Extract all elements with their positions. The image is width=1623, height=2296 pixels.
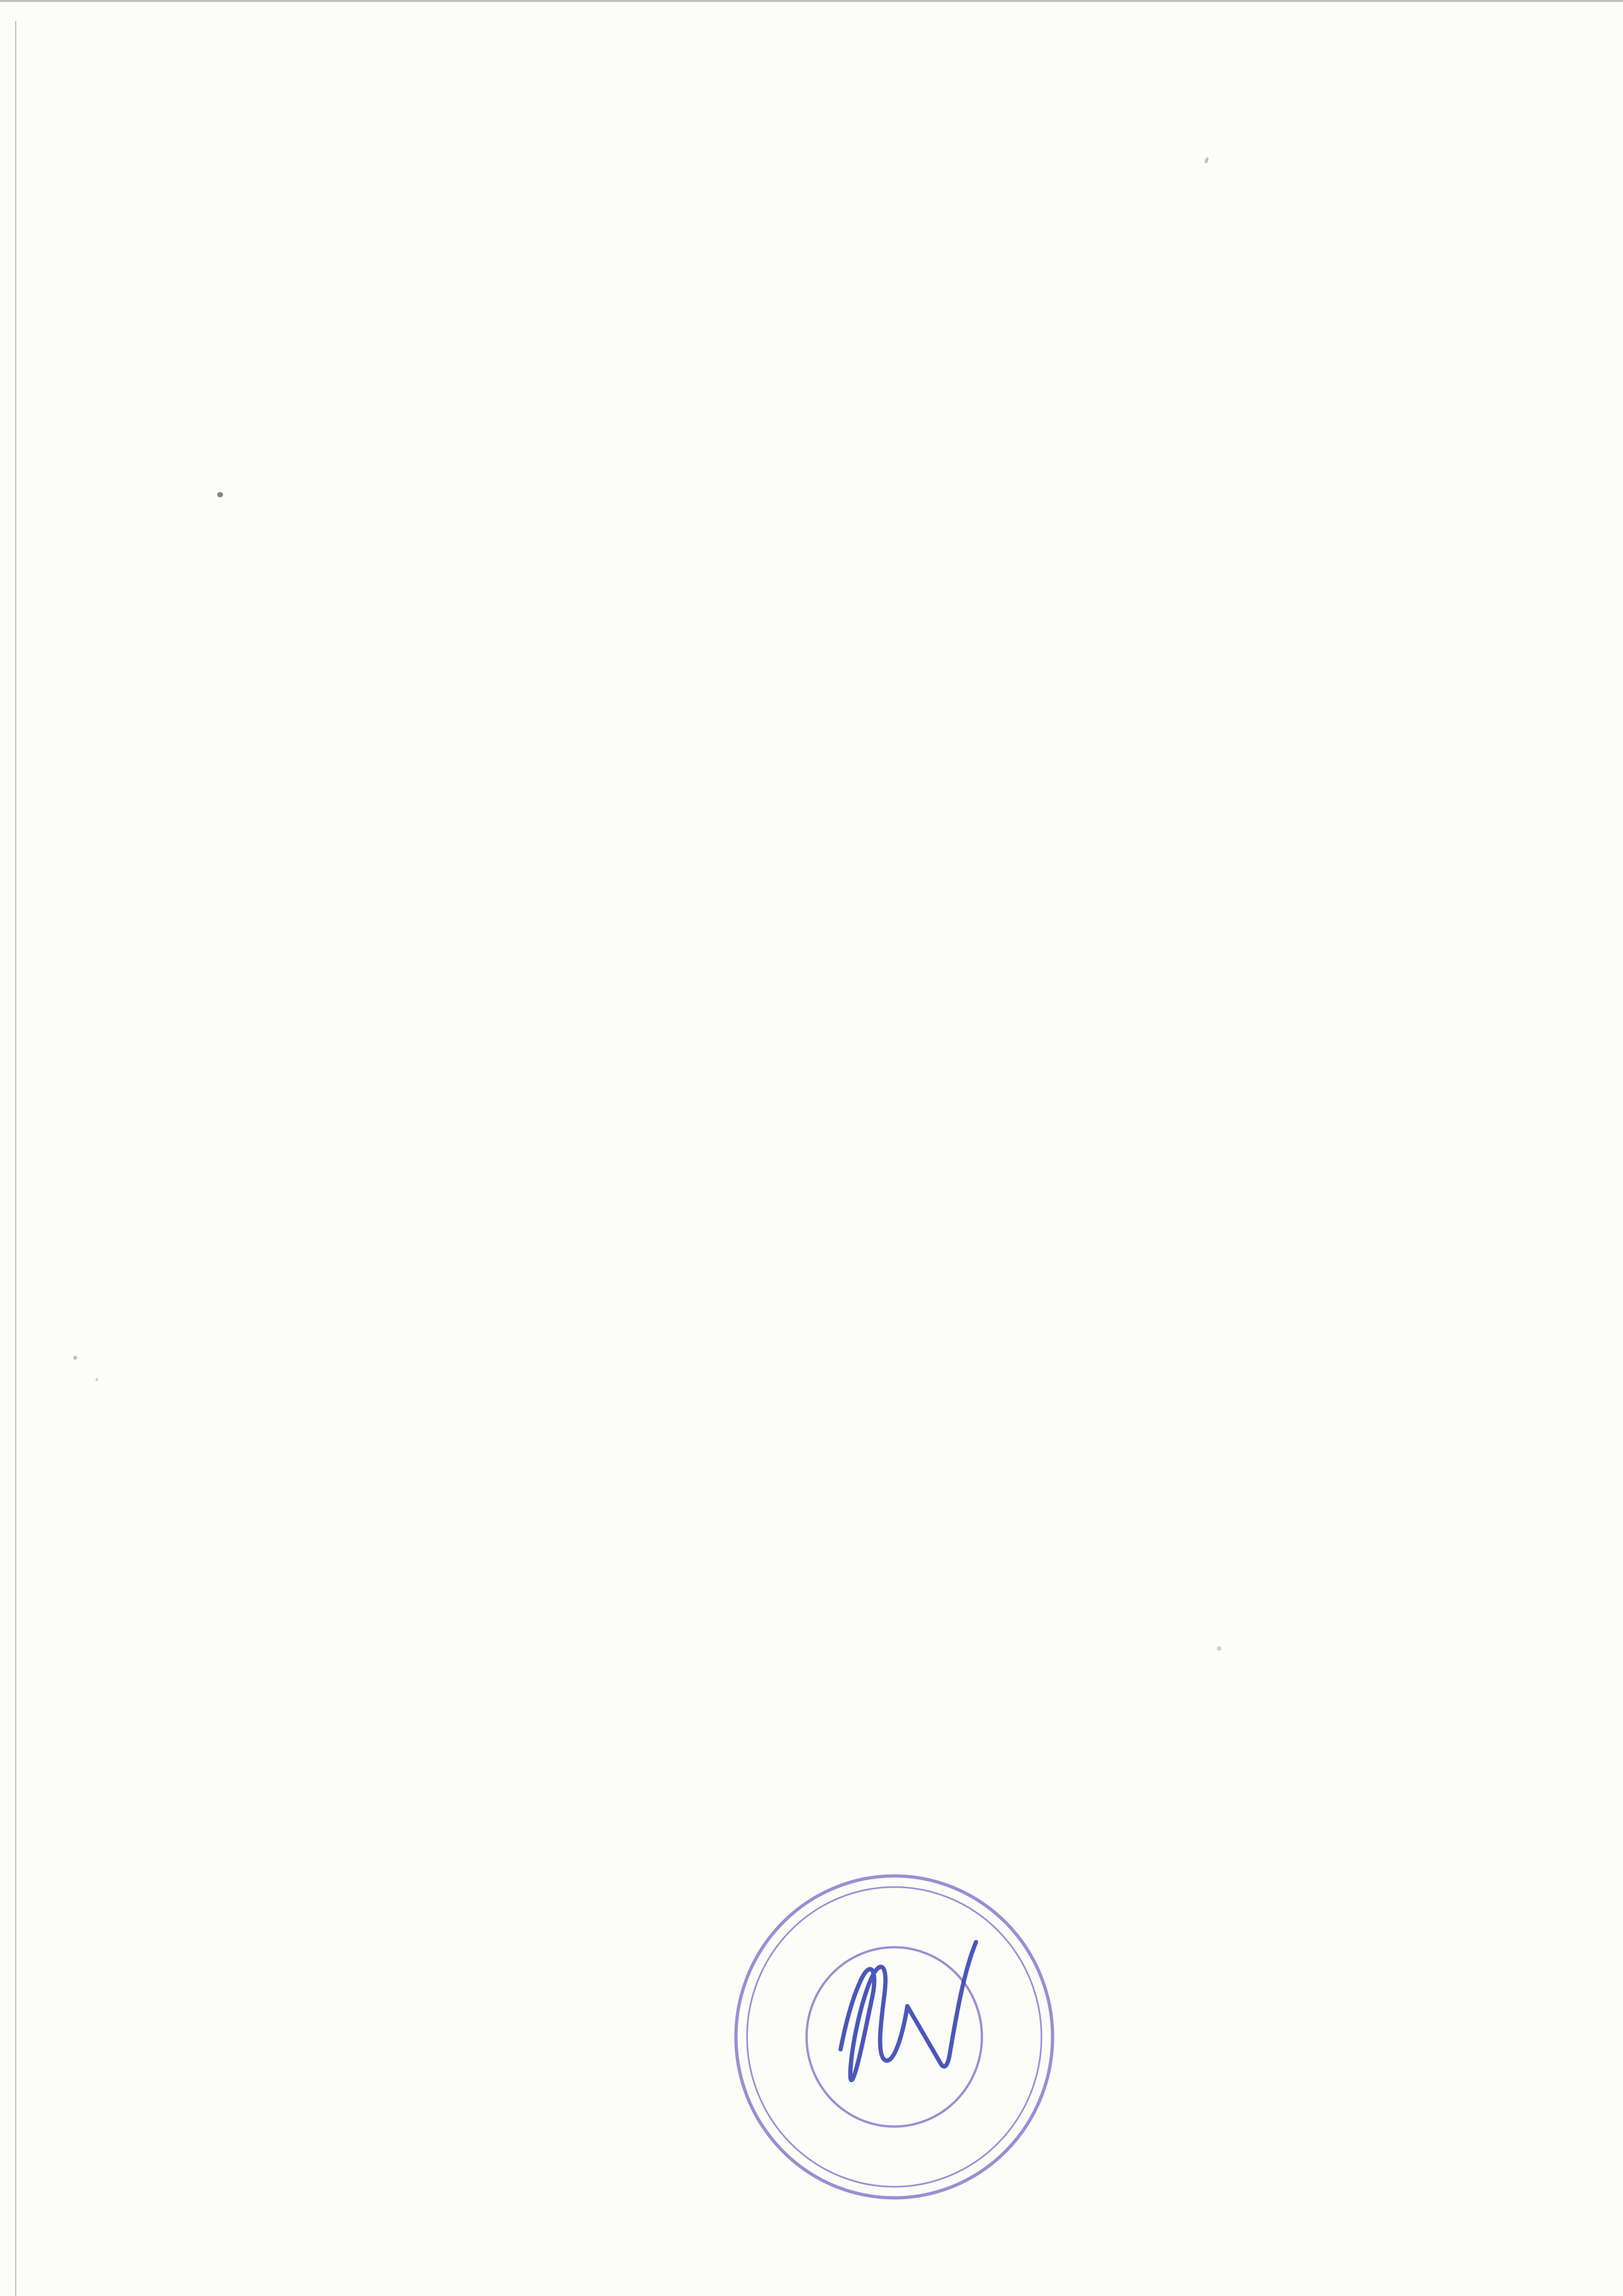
stamp-outer-ring <box>736 1876 1053 2198</box>
director-signature-stroke <box>841 1942 976 2080</box>
scan-edge-left <box>15 21 16 2296</box>
scan-speck <box>1217 1646 1221 1651</box>
scan-speck <box>217 492 223 497</box>
scan-speck <box>73 1356 77 1360</box>
stamp-second-ring <box>747 1887 1041 2187</box>
scan-speck <box>1204 156 1209 164</box>
scan-speck <box>96 1378 98 1381</box>
scan-edge-top <box>0 0 1623 2</box>
stamp-inner-ring <box>807 1947 982 2127</box>
